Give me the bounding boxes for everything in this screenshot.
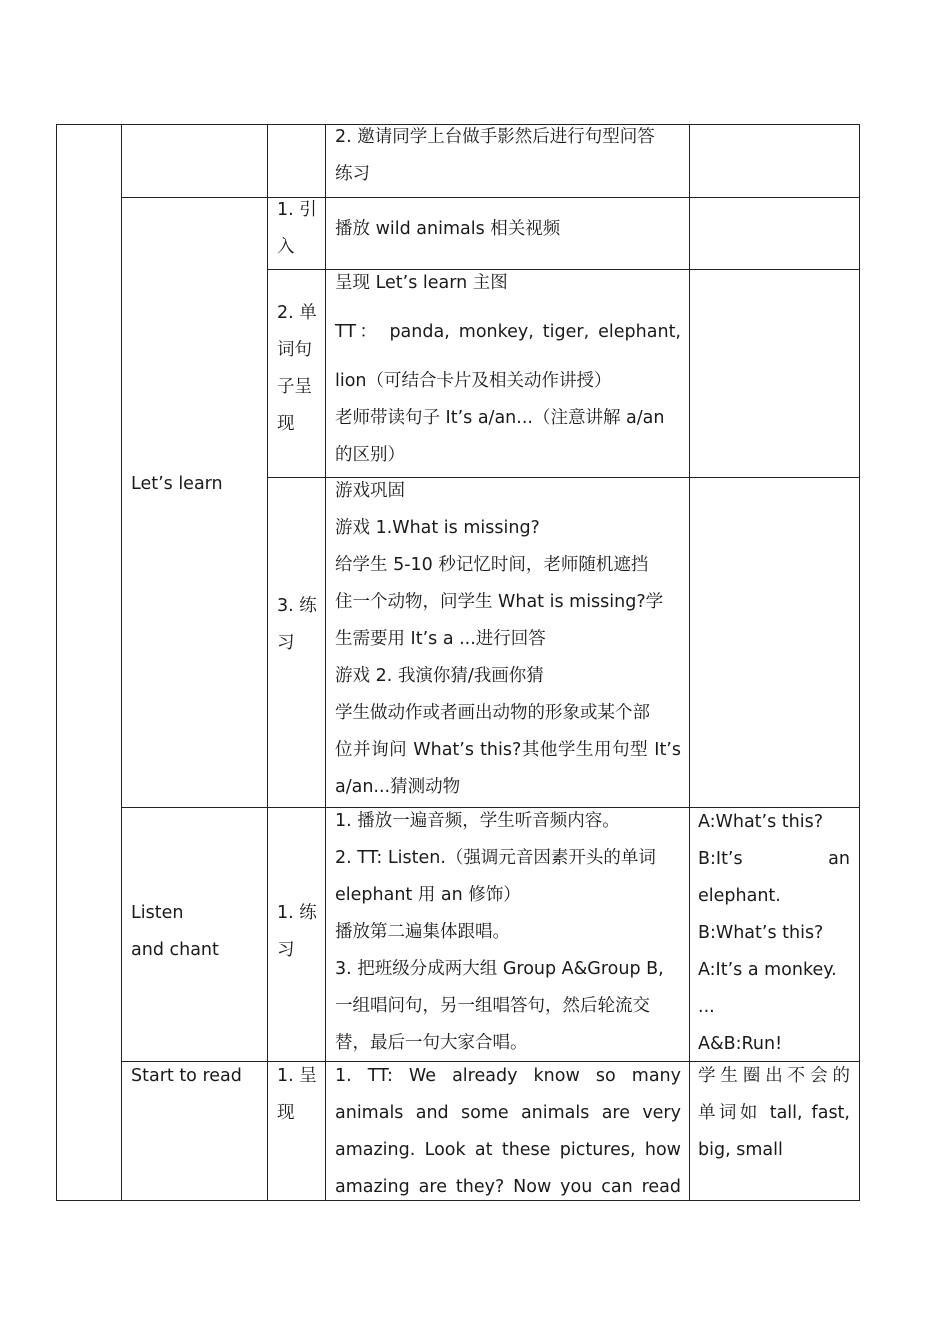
section-title: Listen bbox=[131, 903, 184, 923]
text-line: 呈现 Let’s learn 主图 bbox=[335, 273, 508, 293]
notes-cell bbox=[698, 1058, 850, 1169]
text-line: 1. 练 bbox=[277, 903, 317, 923]
text-line: 词句 bbox=[277, 340, 312, 360]
text-line: 子呈 bbox=[277, 377, 312, 397]
text-line: 播放第二遍集体跟唱。 bbox=[335, 922, 510, 942]
section-title: Start to read bbox=[131, 1066, 242, 1086]
text-line: 1. TT: We already know so many bbox=[335, 1066, 681, 1086]
text-line: A&B:Run! bbox=[698, 1034, 783, 1054]
text-line: A:It’s a monkey. bbox=[698, 960, 837, 980]
text-line: 1. 播放一遍音频，学生听音频内容。 bbox=[335, 811, 620, 831]
text-line: amazing. Look at these pictures, how bbox=[335, 1140, 681, 1160]
text-line: 练习 bbox=[335, 164, 370, 184]
text-line: 入 bbox=[277, 237, 295, 257]
text-line: 的区别） bbox=[335, 445, 405, 465]
activity-cell bbox=[335, 211, 681, 248]
table-divider bbox=[121, 197, 860, 198]
text-line: 习 bbox=[277, 633, 295, 653]
text-line: ... bbox=[698, 997, 715, 1017]
table-divider bbox=[121, 124, 122, 1201]
activity-cell bbox=[335, 119, 681, 193]
text-line: 替，最后一句大家合唱。 bbox=[335, 1033, 528, 1053]
text-line: 单词如 tall, fast, bbox=[698, 1103, 850, 1123]
text-line: 2. 单 bbox=[277, 303, 317, 323]
text-line: elephant 用 an 修饰） bbox=[335, 885, 521, 905]
section-cell bbox=[131, 466, 261, 503]
text-line: a/an...猜测动物 bbox=[335, 777, 461, 797]
text-line: 习 bbox=[277, 940, 295, 960]
text-line: 游戏巩固 bbox=[335, 481, 405, 501]
text-line: 学生圈出不会的 bbox=[698, 1066, 850, 1086]
activity-cell bbox=[335, 265, 681, 474]
text-line: 现 bbox=[277, 1103, 295, 1123]
text-line: 2. 邀请同学上台做手影然后进行句型问答 bbox=[335, 127, 655, 147]
step-cell bbox=[277, 192, 321, 266]
text-line: animals and some animals are very bbox=[335, 1103, 681, 1123]
text-line: elephant. bbox=[698, 886, 781, 906]
text-line: 播放 wild animals 相关视频 bbox=[335, 219, 561, 239]
step-cell bbox=[277, 295, 321, 443]
text-line: 生需要用 It’s a ...进行回答 bbox=[335, 629, 546, 649]
activity-cell bbox=[335, 1058, 681, 1206]
section-title: and chant bbox=[131, 940, 219, 960]
table-border-right bbox=[859, 124, 860, 1201]
text-line: B:What’s this? bbox=[698, 923, 824, 943]
notes-cell bbox=[698, 804, 850, 1063]
step-cell bbox=[277, 1058, 321, 1132]
section-cell bbox=[131, 895, 261, 969]
text-line: 给学生 5-10 秒记忆时间，老师随机遮挡 bbox=[335, 555, 649, 575]
text-line: 1. 呈 bbox=[277, 1066, 317, 1086]
table-divider bbox=[689, 124, 690, 1201]
section-cell bbox=[131, 1058, 261, 1095]
text-line: 游戏 1.What is missing? bbox=[335, 518, 540, 538]
section-title: Let’s learn bbox=[131, 474, 223, 494]
text-line: 现 bbox=[277, 414, 295, 434]
text-line: A:What’s this? bbox=[698, 812, 824, 832]
text-line: 2. TT: Listen.（强调元音因素开头的单词 bbox=[335, 848, 656, 868]
text-line: 游戏 2. 我演你猜/我画你猜 bbox=[335, 666, 544, 686]
table-divider bbox=[325, 124, 326, 1201]
activity-cell bbox=[335, 803, 681, 1062]
step-cell bbox=[277, 588, 321, 662]
text-line: 老师带读句子 It’s a/an...（注意讲解 a/an bbox=[335, 408, 665, 428]
step-cell bbox=[277, 895, 321, 969]
text-line: 位并询问 What’s this?其他学生用句型 It’s bbox=[335, 740, 681, 760]
text-line: 3. 把班级分成两大组 Group A&Group B, bbox=[335, 959, 664, 979]
text-line: 住一个动物，问学生 What is missing?学 bbox=[335, 592, 664, 612]
text-line: 学生做动作或者画出动物的形象或某个部 bbox=[335, 703, 650, 723]
activity-cell bbox=[335, 473, 681, 806]
text-line: B:It’s an bbox=[698, 849, 850, 869]
table-border-left bbox=[56, 124, 57, 1201]
table-divider bbox=[267, 124, 268, 1201]
text-line: amazing are they? Now you can read bbox=[335, 1177, 681, 1197]
text-line: lion（可结合卡片及相关动作讲授） bbox=[335, 371, 612, 391]
text-line: TT： panda, monkey, tiger, elephant, bbox=[335, 322, 681, 342]
text-line: 一组唱问句，另一组唱答句，然后轮流交 bbox=[335, 996, 650, 1016]
text-line: 1. 引 bbox=[277, 200, 317, 220]
text-line: 3. 练 bbox=[277, 596, 317, 616]
text-line: big, small bbox=[698, 1140, 783, 1160]
